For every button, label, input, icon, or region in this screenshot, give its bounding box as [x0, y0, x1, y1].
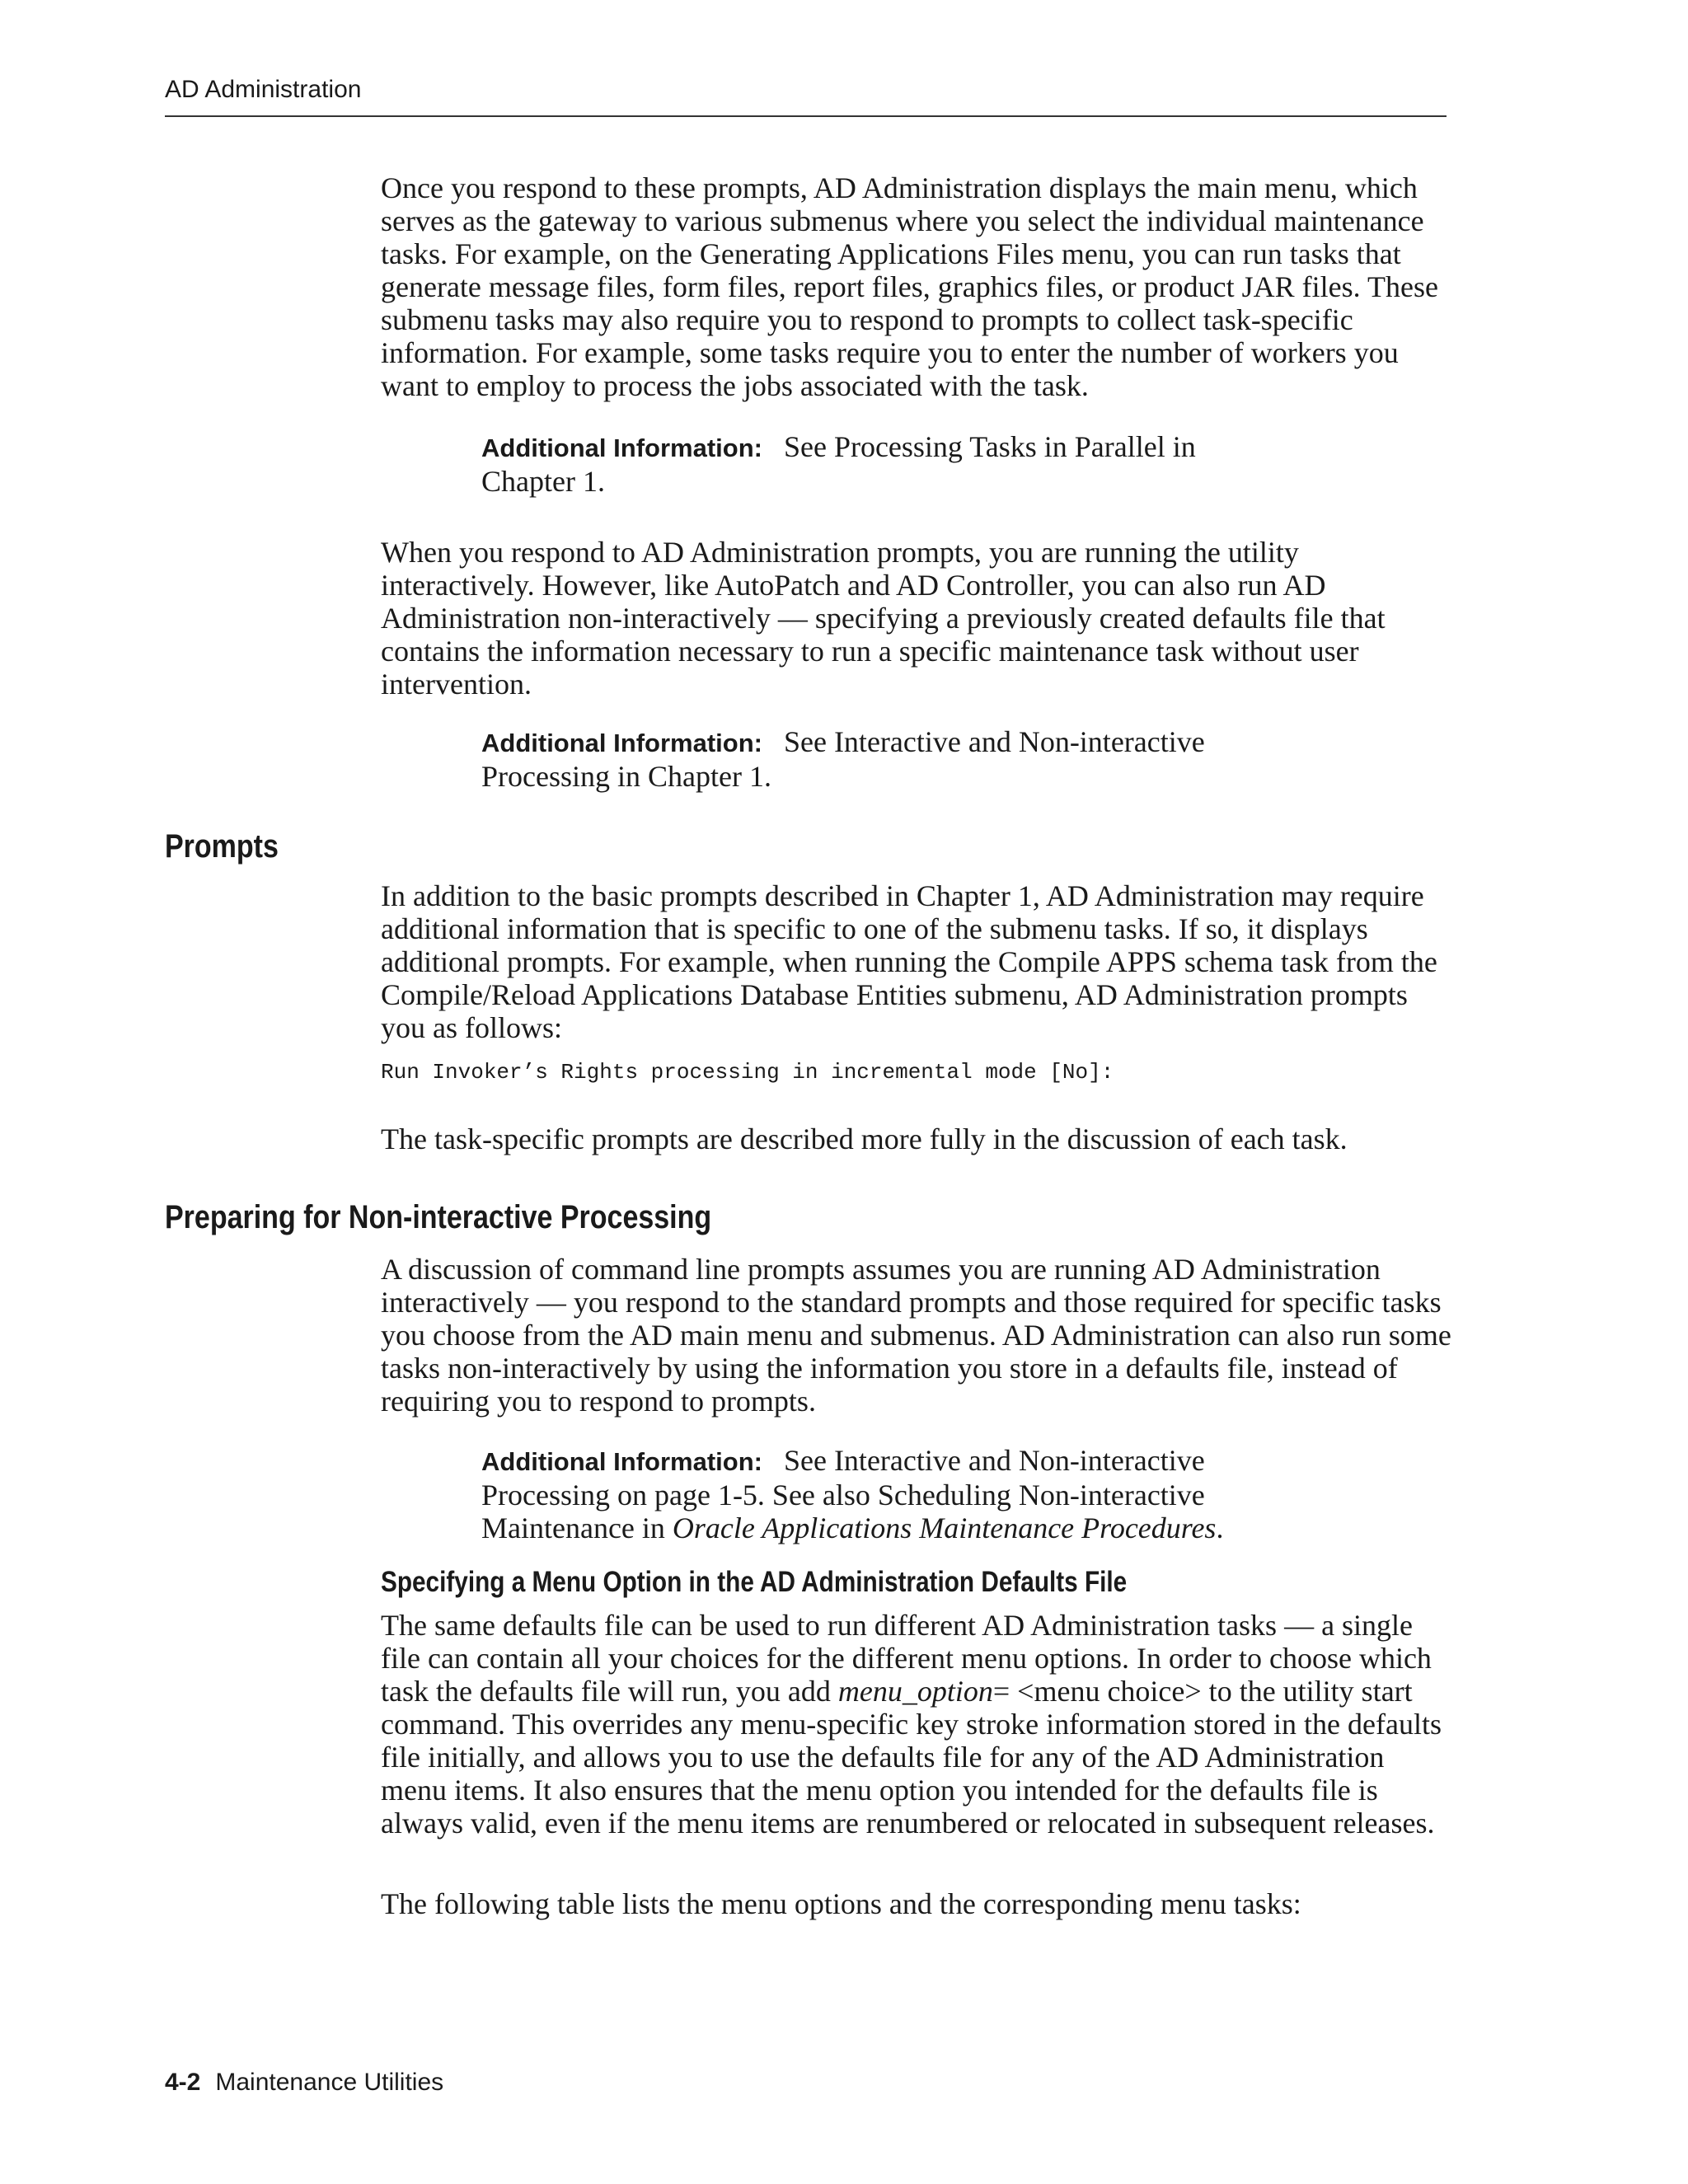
page-footer	[165, 2069, 443, 2097]
preparing-paragraph-3: The following table lists the menu options and the corresponding menu tasks:	[381, 1887, 1301, 1920]
running-header: AD Administration	[165, 76, 362, 103]
note-text: See Interactive and Non-interactive Processing in Chapter 1.	[481, 725, 1205, 793]
note-1	[381, 430, 1271, 498]
intro-paragraph-1: Once you respond to these prompts, AD Administration displays the main menu, which serves as the gateway to various submenus where you select the individual maintenance tasks. For example, on the Generating Applications Files menu, you can run tasks that generate message files, form files, report files, graphics files, or product JAR files. These submenu tasks may also require you to respond to prompts to collect task-specific information. For example, some tasks require you to enter the number of workers you want to employ to process the jobs associated with the task.	[381, 171, 1438, 402]
sub-heading: Specifying a Menu Option in the AD Administration Defaults File	[381, 1566, 1128, 1598]
page-number: 4-2	[165, 2069, 201, 2096]
prompts-section	[381, 879, 1452, 1044]
intro-paragraph-2: When you respond to AD Administration prompts, you are running the utility interactively. However, like AutoPatch and AD Controller, you can also run AD Administration non-interactively — specifying a previously created defaults file that contains the information necessary to run a specific maintenance task without user intervention.	[381, 536, 1386, 701]
preparing-paragraph-3-block	[381, 1887, 1452, 1920]
prompts-paragraph-2: The task-specific prompts are described more fully in the discussion of each task.	[381, 1122, 1348, 1155]
section-heading-prompts: Prompts	[165, 828, 279, 865]
section-heading-preparing: Preparing for Non-interactive Processing	[165, 1199, 712, 1235]
note-2	[381, 725, 1271, 793]
note-book-title: Oracle Applications Maintenance Procedures	[672, 1511, 1217, 1544]
note-text-end: .	[1216, 1511, 1224, 1544]
preparing-section	[381, 1253, 1452, 1418]
subheading-block	[381, 1566, 1452, 1599]
note-text: See Interactive and Non-interactive Processing on page 1-5. See also Scheduling Non-interactive Maintenance in	[481, 1444, 1205, 1544]
header-rule	[165, 115, 1447, 117]
prompts-paragraph-2-block	[381, 1122, 1452, 1155]
note-3	[381, 1444, 1271, 1544]
note-label: Additional Information:	[481, 729, 762, 757]
note-text: See Processing Tasks in Parallel in Chapter 1.	[481, 430, 1196, 498]
intro-section	[381, 171, 1452, 402]
preparing-paragraph-1: A discussion of command line prompts assumes you are running AD Administration interactively — you respond to the standard prompts and those required for specific tasks you choose from the AD main menu and submenus. AD Administration can also run some tasks non-interactively by using the information you store in a defaults file, instead of requiring you to respond to prompts.	[381, 1253, 1451, 1418]
intro-paragraph-2-block	[381, 536, 1452, 701]
prompts-paragraph-1: In addition to the basic prompts described in Chapter 1, AD Administration may require additional information that is specific to one of the submenu tasks. If so, it displays additional prompts. For example, when running the Compile APPS schema task from the Compile/Reload Applications Database Entities submenu, AD Administration prompts you as follows:	[381, 879, 1437, 1044]
code-line: Run Invoker’s Rights processing in incremental mode [No]:	[381, 1060, 1114, 1085]
note-label: Additional Information:	[481, 1447, 762, 1476]
book-title: Maintenance Utilities	[215, 2069, 444, 2096]
menu-option-term: menu_option	[837, 1675, 993, 1708]
preparing-paragraph-2-block	[381, 1609, 1452, 1840]
preparing-paragraph-2: The same defaults file can be used to run different AD Administration tasks — a single file can contain all your choices for the different menu options. In order to choose which task the defaults file will run, you add menu_option= <menu choice> to the utility start command. This overrides any menu-specific key stroke information stored in the defaults file initially, and allows you to use the defaults file for any of the AD Administration menu items. It also ensures that the menu option you intended for the defaults file is always valid, even if the menu items are renumbered or relocated in subsequent releases.	[381, 1609, 1442, 1840]
code-block	[381, 1060, 1452, 1085]
note-label: Additional Information:	[481, 434, 762, 462]
